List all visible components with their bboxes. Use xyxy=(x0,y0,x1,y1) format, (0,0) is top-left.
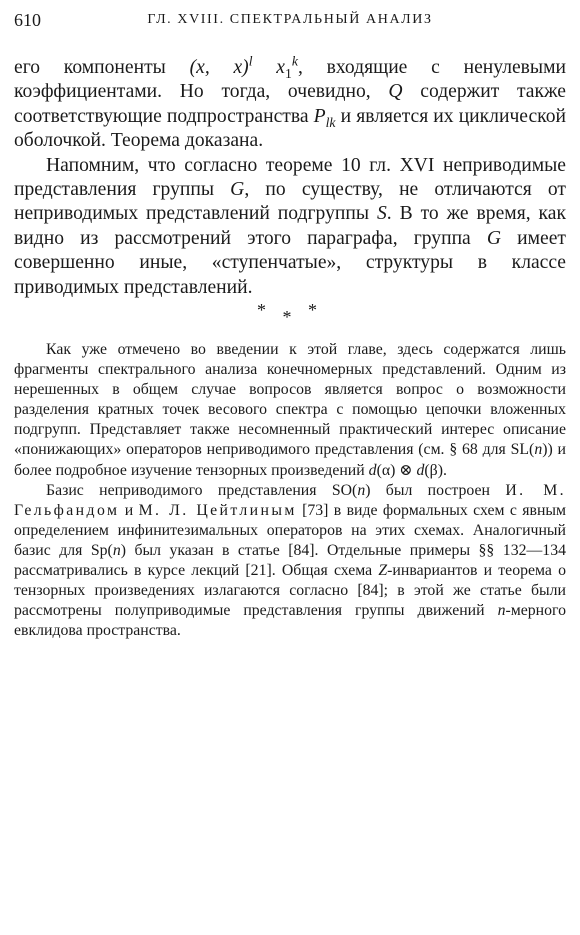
symbol-s: S xyxy=(376,203,387,225)
text: -мерного евклидова пространства. xyxy=(14,602,566,640)
text: . В то же время, как видно из рассмотрений этого параграфа, группа xyxy=(14,203,566,249)
symbol-p: P xyxy=(313,105,326,127)
main-paragraph-1 xyxy=(14,53,566,154)
text: , по существу, не отличаются от неприводимых представлений подгруппы xyxy=(14,179,566,225)
text: имеет совершенно иные, «ступенчатые», структуры в классе приводимых представлений. xyxy=(14,227,566,298)
text: Базис неприводимого представления SO( xyxy=(46,481,358,499)
formula-x: x xyxy=(252,57,285,78)
symbol-z: Z xyxy=(378,562,388,580)
text: и xyxy=(119,501,139,519)
text: ) был построен xyxy=(365,481,506,499)
section-separator xyxy=(0,300,580,327)
symbol-p-subscript: lk xyxy=(325,114,336,130)
symbol-n: n xyxy=(112,541,121,559)
formula-exponent-l: l xyxy=(248,53,253,69)
text: , входящие с ненулевыми коэффициентами. Но тогда, очевидно, xyxy=(14,57,566,103)
asterisk: * xyxy=(257,300,272,320)
symbol-g: G xyxy=(486,227,502,249)
asterisk: * xyxy=(308,300,323,320)
formula-subscript: 1 xyxy=(284,65,292,81)
main-text xyxy=(14,53,566,300)
symbol-g: G xyxy=(230,179,245,201)
notes-paragraph-2 xyxy=(14,481,566,642)
formula-x-x: (x, x) xyxy=(189,57,249,78)
text: (α) ⊗ xyxy=(376,461,417,479)
author-name: М. Л. Цейтлиным xyxy=(138,501,297,519)
bibliographic-notes xyxy=(14,340,566,641)
text: [73] в виде формальных схем с явным определением инфинитезимальных операторов на этих схемах. Аналогичный базис для Sp( xyxy=(14,501,567,559)
symbol-n: n xyxy=(534,441,543,459)
symbol-d: d xyxy=(416,461,425,479)
text: его компоненты xyxy=(14,57,190,78)
text: -инвариантов и теорема о тензорных произведениях излагаются согласно [84]; в этой же статье были рассмотрены полуприводимые представления группы движений xyxy=(14,562,566,620)
symbol-n: n xyxy=(357,481,366,499)
text: Как уже отмечено во введении к этой главе, здесь содержатся лишь фрагменты спектрального анализа конечномерных представлений. Одним из нерешенных в общем случае вопросов является вопрос о возможности разделения кратных точек весового спектра с помощью цепочки вложенных подгрупп. Представляет также несомненный практический интерес описание «понижающих» операторов неприводимого представления (см. § 68 для SL( xyxy=(14,341,566,459)
text: Напомним, что согласно теореме 10 гл. XVI неприводимые представления группы xyxy=(14,154,566,201)
author-name: И. М. Гельфандом xyxy=(14,481,567,519)
text: )) и более подробное изучение тензорных произведений xyxy=(14,441,566,479)
running-head: ГЛ. XVIII. СПЕКТРАЛЬНЫЙ АНАЛИЗ xyxy=(147,12,433,27)
main-paragraph-2 xyxy=(14,154,566,300)
symbol-d: d xyxy=(368,461,377,479)
page-number: 610 xyxy=(14,10,41,30)
symbol-n: n xyxy=(497,602,506,620)
text: и является их циклической оболочкой. Теорема доказана. xyxy=(14,105,566,152)
page-header xyxy=(14,10,566,34)
text: содержит также соответствующие подпространства xyxy=(14,81,566,127)
text: ) был указан в статье [84]. Отдельные примеры §§ 132—134 рассматривались в курсе лекций [21]. Общая схема xyxy=(14,541,566,580)
notes-paragraph-1 xyxy=(14,340,566,481)
symbol-q: Q xyxy=(388,81,403,103)
asterisk: * xyxy=(282,307,298,327)
text: (β). xyxy=(424,461,447,479)
formula-superscript-k: k xyxy=(291,53,298,69)
